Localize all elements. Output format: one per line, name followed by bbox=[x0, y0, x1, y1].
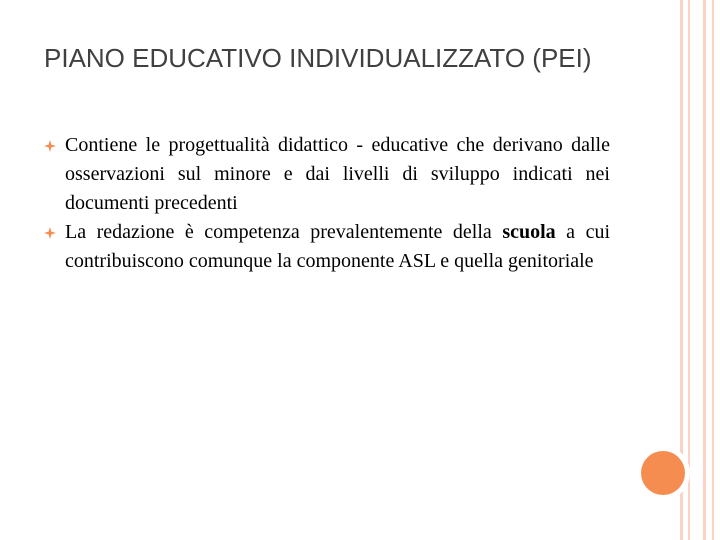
four-point-star-icon bbox=[44, 227, 56, 239]
slide-title: PIANO EDUCATIVO INDIVIDUALIZZATO (PEI) bbox=[44, 43, 592, 73]
bullet-item bbox=[44, 131, 610, 218]
bullet-list bbox=[44, 131, 610, 276]
bullet-text-after: a cui contribuiscono comunque la componente ASL e quella genitoriale bbox=[65, 221, 610, 272]
decorative-rail bbox=[712, 0, 714, 540]
bullet-text-before: La redazione è competenza prevalentemente della bbox=[65, 221, 503, 243]
bullet-text-bold: scuola bbox=[502, 221, 556, 243]
four-point-star-icon bbox=[44, 140, 56, 152]
decorative-rail bbox=[688, 0, 690, 540]
decorative-rail bbox=[703, 0, 706, 540]
decorative-circle bbox=[641, 451, 685, 495]
bullet-text: Contiene le progettualità didattico - educative che derivano dalle osservazioni sul minore e dai livelli di sviluppo indicati nei documenti precedenti bbox=[65, 134, 610, 214]
bullet-item bbox=[44, 218, 610, 276]
